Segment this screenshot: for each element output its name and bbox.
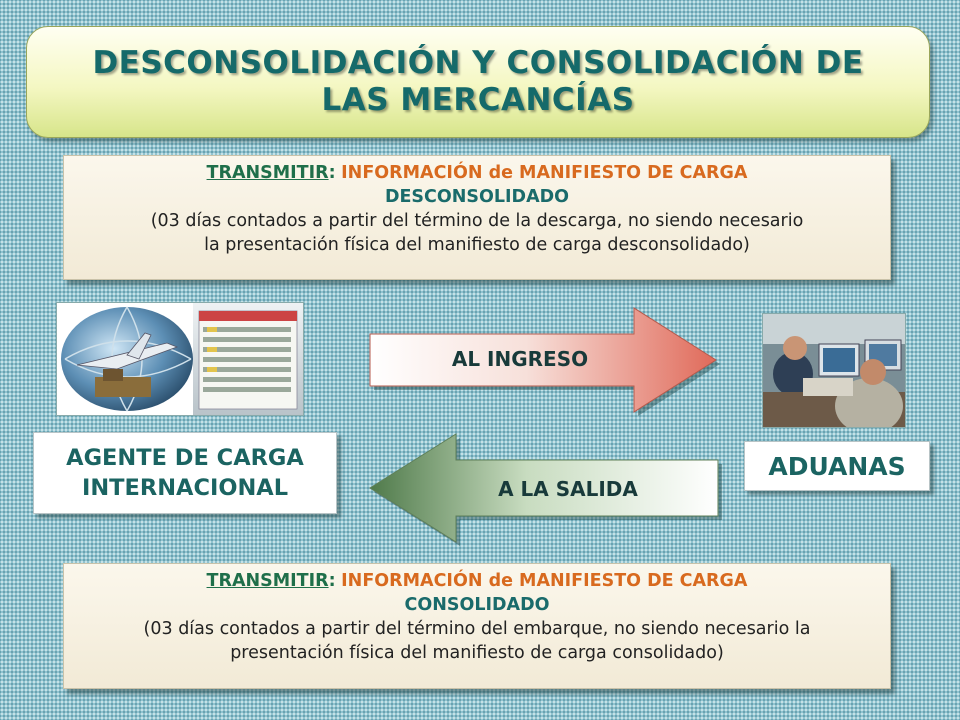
info-heading: INFORMACIÓN de MANIFIESTO DE CARGA <box>341 163 748 183</box>
egress-arrow-label: A LA SALIDA <box>498 477 638 501</box>
customs-label: ADUANAS <box>744 441 930 491</box>
freight-agent-label <box>33 432 337 514</box>
transmit-keyword: TRANSMITIR <box>206 571 329 591</box>
agent-photo <box>56 302 304 416</box>
page-title <box>92 45 863 119</box>
info-note-line-1: (03 días contados a partir del término del embarque, no siendo necesario la <box>143 619 811 639</box>
info-heading: INFORMACIÓN de MANIFIESTO DE CARGA <box>341 571 748 591</box>
customs-office-icon <box>763 314 905 427</box>
keyword-colon: : <box>328 163 336 183</box>
keyword-colon: : <box>328 571 336 591</box>
agent-label-line-1: AGENTE DE CARGA <box>66 445 304 471</box>
title-banner <box>26 26 930 138</box>
consolidated-info-box <box>63 563 891 689</box>
info-note-line-1: (03 días contados a partir del término de la descarga, no siendo necesario <box>150 211 804 231</box>
info-subheading: CONSOLIDADO <box>404 595 550 615</box>
deconsolidated-info-box <box>63 155 891 280</box>
title-line-2: LAS MERCANCÍAS <box>321 82 635 118</box>
freight-globe-icon <box>57 303 303 415</box>
transmit-keyword: TRANSMITIR <box>206 163 329 183</box>
info-note-line-2: presentación física del manifiesto de carga consolidado) <box>230 643 724 663</box>
info-note-line-2: la presentación física del manifiesto de carga desconsolidado) <box>204 235 750 255</box>
customs-photo <box>762 313 906 428</box>
ingress-arrow-label: AL INGRESO <box>451 347 589 371</box>
title-line-1: DESCONSOLIDACIÓN Y CONSOLIDACIÓN DE <box>92 45 864 81</box>
agent-label-line-2: INTERNACIONAL <box>81 475 289 501</box>
info-subheading: DESCONSOLIDADO <box>384 187 570 207</box>
